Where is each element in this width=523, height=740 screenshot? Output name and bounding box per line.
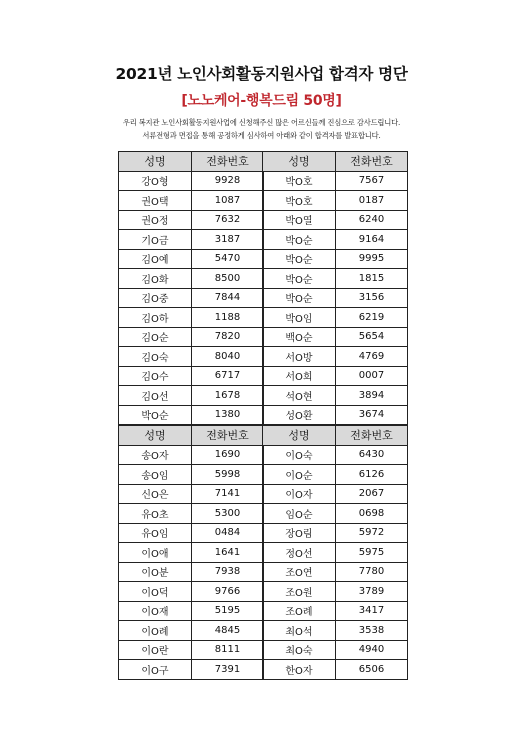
phone-cell: 6240 <box>336 210 408 230</box>
table-row <box>263 347 408 367</box>
phone-cell: 4845 <box>192 621 264 641</box>
phone-cell: 3674 <box>336 405 408 425</box>
table-row <box>119 288 264 308</box>
name-cell: 석O현 <box>263 386 336 406</box>
name-cell: 김O화 <box>119 269 192 289</box>
table-row <box>119 347 264 367</box>
name-cell: 조O연 <box>263 562 336 582</box>
phone-cell: 7141 <box>192 484 264 504</box>
table-header-row <box>119 152 264 172</box>
intro-text <box>40 116 483 142</box>
name-cell: 백O순 <box>263 327 336 347</box>
name-cell: 유O초 <box>119 504 192 524</box>
column-header-phone: 전화번호 <box>192 152 264 172</box>
phone-cell: 6430 <box>336 445 408 465</box>
name-cell: 신O은 <box>119 484 192 504</box>
name-cell: 박O열 <box>263 210 336 230</box>
name-cell: 이O애 <box>119 543 192 563</box>
phone-cell: 7780 <box>336 562 408 582</box>
name-cell: 이O구 <box>119 660 192 680</box>
phone-cell: 7844 <box>192 288 264 308</box>
table-row <box>263 366 408 386</box>
phone-cell: 9928 <box>192 171 264 191</box>
table-row <box>263 191 408 211</box>
name-cell: 박O순 <box>263 230 336 250</box>
phone-cell: 3417 <box>336 601 408 621</box>
name-cell: 박O순 <box>263 249 336 269</box>
phone-cell: 6219 <box>336 308 408 328</box>
name-cell: 정O선 <box>263 543 336 563</box>
name-cell: 김O중 <box>119 288 192 308</box>
name-cell: 최O숙 <box>263 640 336 660</box>
phone-cell: 1087 <box>192 191 264 211</box>
table-row <box>119 327 264 347</box>
intro-line-2: 서류전형과 면접을 통해 공정하게 심사하여 아래와 같이 합격자를 발표합니다. <box>142 131 381 140</box>
phone-cell: 7938 <box>192 562 264 582</box>
results-table-4 <box>262 425 408 680</box>
phone-cell: 4940 <box>336 640 408 660</box>
name-cell: 조O원 <box>263 582 336 602</box>
name-cell: 이O례 <box>119 621 192 641</box>
phone-cell: 0007 <box>336 366 408 386</box>
table-row <box>119 621 264 641</box>
phone-cell: 1690 <box>192 445 264 465</box>
table-row <box>119 366 264 386</box>
phone-cell: 7820 <box>192 327 264 347</box>
name-cell: 유O임 <box>119 523 192 543</box>
table-row <box>119 405 264 425</box>
name-cell: 박O임 <box>263 308 336 328</box>
table-row <box>263 465 408 485</box>
table-row <box>119 504 264 524</box>
name-cell: 이O재 <box>119 601 192 621</box>
column-header-name: 성명 <box>263 426 336 446</box>
results-table-1 <box>118 151 264 425</box>
phone-cell: 3538 <box>336 621 408 641</box>
name-cell: 이O덕 <box>119 582 192 602</box>
phone-cell: 1815 <box>336 269 408 289</box>
table-row <box>263 249 408 269</box>
name-cell: 김O순 <box>119 327 192 347</box>
phone-cell: 7567 <box>336 171 408 191</box>
table-row <box>263 582 408 602</box>
phone-cell: 5300 <box>192 504 264 524</box>
table-row <box>119 562 264 582</box>
name-cell: 조O례 <box>263 601 336 621</box>
phone-cell: 5998 <box>192 465 264 485</box>
name-cell: 송O자 <box>119 445 192 465</box>
phone-cell: 0187 <box>336 191 408 211</box>
name-cell: 이O숙 <box>263 445 336 465</box>
name-cell: 이O분 <box>119 562 192 582</box>
table-row <box>263 445 408 465</box>
table-row <box>263 543 408 563</box>
table-row <box>119 660 264 680</box>
phone-cell: 3894 <box>336 386 408 406</box>
phone-cell: 2067 <box>336 484 408 504</box>
name-cell: 김O선 <box>119 386 192 406</box>
name-cell: 기O금 <box>119 230 192 250</box>
phone-cell: 4769 <box>336 347 408 367</box>
table-row <box>263 484 408 504</box>
phone-cell: 0698 <box>336 504 408 524</box>
phone-cell: 9164 <box>336 230 408 250</box>
name-cell: 박O순 <box>119 405 192 425</box>
table-row <box>263 640 408 660</box>
table-row <box>263 504 408 524</box>
table-header-row <box>119 426 264 446</box>
name-cell: 최O석 <box>263 621 336 641</box>
table-row <box>263 405 408 425</box>
name-cell: 송O임 <box>119 465 192 485</box>
table-row <box>119 484 264 504</box>
name-cell: 서O희 <box>263 366 336 386</box>
name-cell: 김O예 <box>119 249 192 269</box>
name-cell: 이O란 <box>119 640 192 660</box>
phone-cell: 7632 <box>192 210 264 230</box>
name-cell: 김O하 <box>119 308 192 328</box>
table-row <box>263 230 408 250</box>
table-row <box>263 660 408 680</box>
table-row <box>119 640 264 660</box>
table-row <box>119 386 264 406</box>
phone-cell: 5975 <box>336 543 408 563</box>
phone-cell: 9766 <box>192 582 264 602</box>
phone-cell: 5972 <box>336 523 408 543</box>
table-row <box>119 445 264 465</box>
column-header-name: 성명 <box>263 152 336 172</box>
phone-cell: 6717 <box>192 366 264 386</box>
column-header-phone: 전화번호 <box>336 152 408 172</box>
phone-cell: 8500 <box>192 269 264 289</box>
phone-cell: 3789 <box>336 582 408 602</box>
phone-cell: 9995 <box>336 249 408 269</box>
table-row <box>263 601 408 621</box>
phone-cell: 0484 <box>192 523 264 543</box>
table-row <box>263 210 408 230</box>
table-row <box>119 249 264 269</box>
table-row <box>263 562 408 582</box>
column-header-phone: 전화번호 <box>336 426 408 446</box>
name-cell: 임O순 <box>263 504 336 524</box>
table-row <box>119 230 264 250</box>
table-row <box>263 327 408 347</box>
table-row <box>263 171 408 191</box>
table-row <box>263 386 408 406</box>
phone-cell: 1380 <box>192 405 264 425</box>
table-row <box>263 288 408 308</box>
name-cell: 김O숙 <box>119 347 192 367</box>
table-row <box>119 191 264 211</box>
table-row <box>263 269 408 289</box>
name-cell: 박O순 <box>263 288 336 308</box>
table-row <box>263 523 408 543</box>
table-row <box>119 582 264 602</box>
table-row <box>119 523 264 543</box>
table-header-row <box>263 152 408 172</box>
name-cell: 한O자 <box>263 660 336 680</box>
name-cell: 이O자 <box>263 484 336 504</box>
phone-cell: 8111 <box>192 640 264 660</box>
column-header-name: 성명 <box>119 426 192 446</box>
name-cell: 권O정 <box>119 210 192 230</box>
phone-cell: 5470 <box>192 249 264 269</box>
phone-cell: 8040 <box>192 347 264 367</box>
name-cell: 성O환 <box>263 405 336 425</box>
column-header-name: 성명 <box>119 152 192 172</box>
table-row <box>263 308 408 328</box>
table-row <box>119 543 264 563</box>
table-row <box>119 465 264 485</box>
name-cell: 김O수 <box>119 366 192 386</box>
phone-cell: 1641 <box>192 543 264 563</box>
table-row <box>119 308 264 328</box>
column-header-phone: 전화번호 <box>192 426 264 446</box>
table-row <box>119 210 264 230</box>
table-row <box>119 601 264 621</box>
table-row <box>119 171 264 191</box>
phone-cell: 1678 <box>192 386 264 406</box>
page-subtitle: [노노케어-행복드림 50명] <box>181 93 342 109</box>
name-cell: 이O순 <box>263 465 336 485</box>
name-cell: 장O림 <box>263 523 336 543</box>
name-cell: 박O순 <box>263 269 336 289</box>
phone-cell: 6126 <box>336 465 408 485</box>
phone-cell: 5654 <box>336 327 408 347</box>
name-cell: 권O택 <box>119 191 192 211</box>
page-title: 2021년 노인사회활동지원사업 합격자 명단 <box>115 65 408 83</box>
phone-cell: 6506 <box>336 660 408 680</box>
table-row <box>263 621 408 641</box>
table-row <box>119 269 264 289</box>
phone-cell: 1188 <box>192 308 264 328</box>
name-cell: 박O호 <box>263 171 336 191</box>
name-cell: 서O방 <box>263 347 336 367</box>
phone-cell: 3187 <box>192 230 264 250</box>
results-table-3 <box>118 425 264 680</box>
table-header-row <box>263 426 408 446</box>
intro-line-1: 우리 복지관 노인사회활동지원사업에 신청해주신 많은 어르신들께 진심으로 감사드립니다. <box>122 118 401 127</box>
results-table-2 <box>262 151 408 425</box>
phone-cell: 3156 <box>336 288 408 308</box>
phone-cell: 7391 <box>192 660 264 680</box>
name-cell: 강O형 <box>119 171 192 191</box>
name-cell: 박O호 <box>263 191 336 211</box>
phone-cell: 5195 <box>192 601 264 621</box>
